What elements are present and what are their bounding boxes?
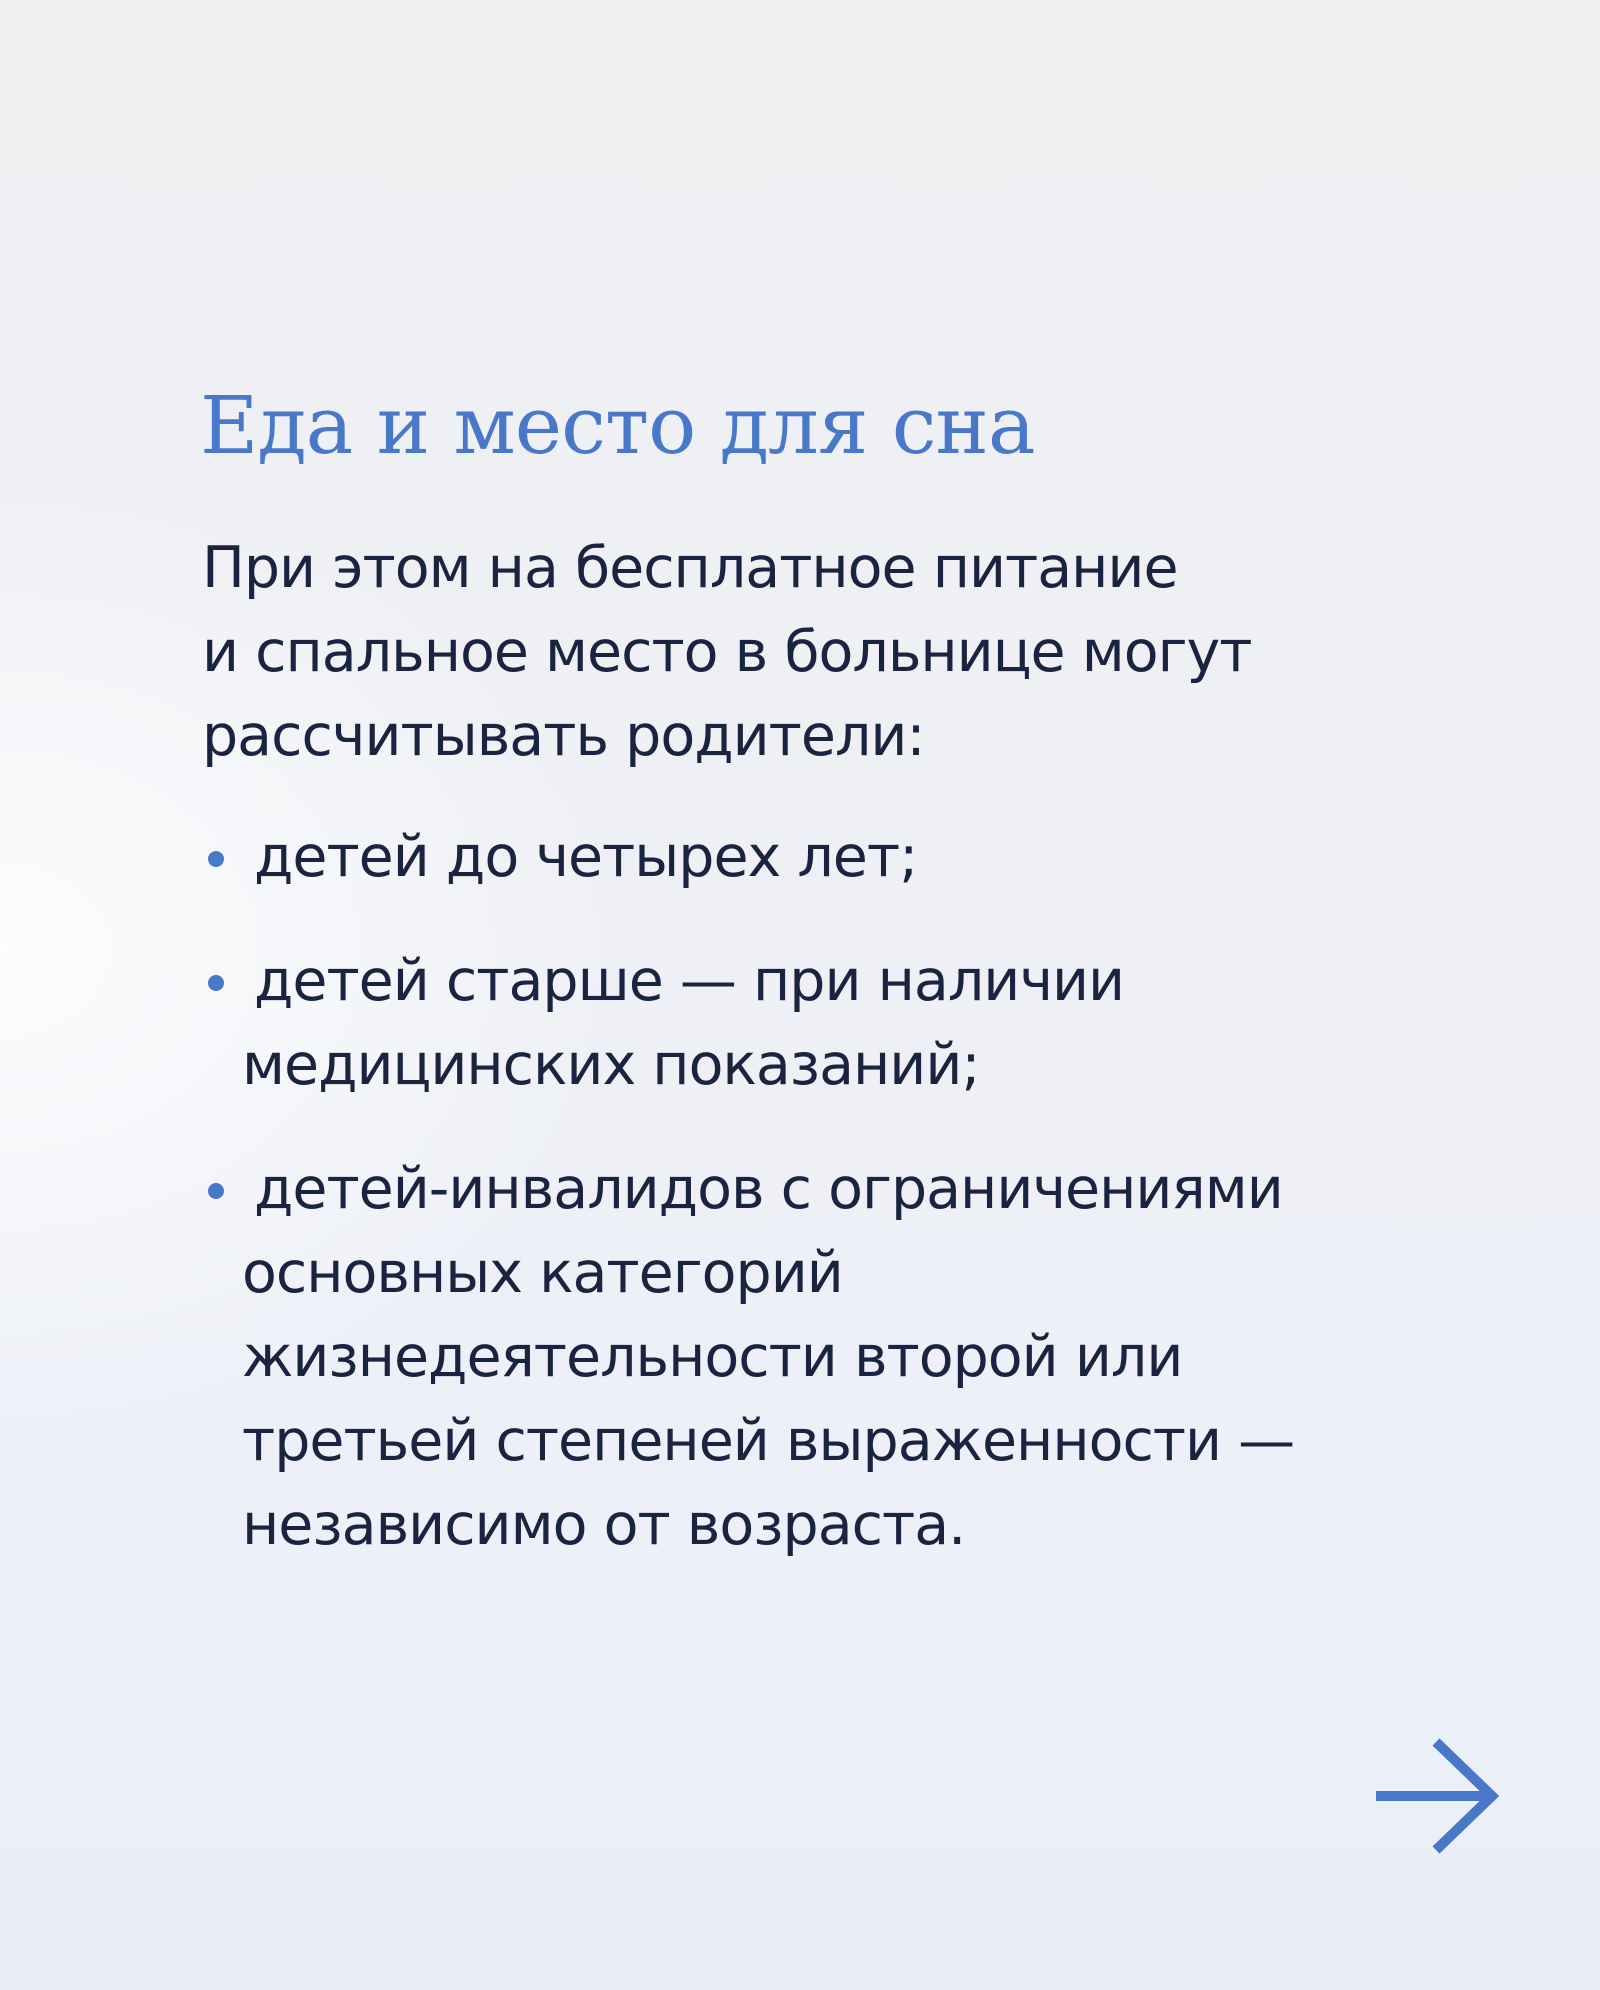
intro-line: рассчитывать родители: — [202, 703, 925, 769]
eligibility-list — [202, 815, 1442, 1607]
intro-line: и спальное место в больнице могут — [202, 619, 1252, 685]
list-item-line: детей-инвалидов с ограничениями — [254, 1156, 1283, 1222]
arrow-right-icon — [1372, 1736, 1504, 1856]
list-item-line: детей старше — при наличии — [254, 948, 1125, 1014]
list-item-line: медицинских показаний; — [242, 1032, 980, 1098]
bullet-dot-icon — [208, 1183, 224, 1199]
list-item-line: третьей степеней выраженности — — [242, 1408, 1295, 1474]
intro-text — [202, 526, 1422, 778]
intro-line: При этом на бесплатное питание — [202, 535, 1178, 601]
list-item-line: независимо от возраста. — [242, 1492, 966, 1558]
list-item-line: жизнедеятельности второй или — [242, 1324, 1183, 1390]
list-item — [202, 815, 1442, 899]
list-item-line: детей до четырех лет; — [254, 824, 918, 890]
bullet-dot-icon — [208, 851, 224, 867]
next-slide-button[interactable] — [1372, 1736, 1504, 1856]
bullet-dot-icon — [208, 975, 224, 991]
slide-title: Еда и место для сна — [200, 379, 1035, 472]
list-item-line: основных категорий — [242, 1240, 843, 1306]
list-item — [202, 939, 1442, 1107]
list-item — [202, 1147, 1442, 1567]
